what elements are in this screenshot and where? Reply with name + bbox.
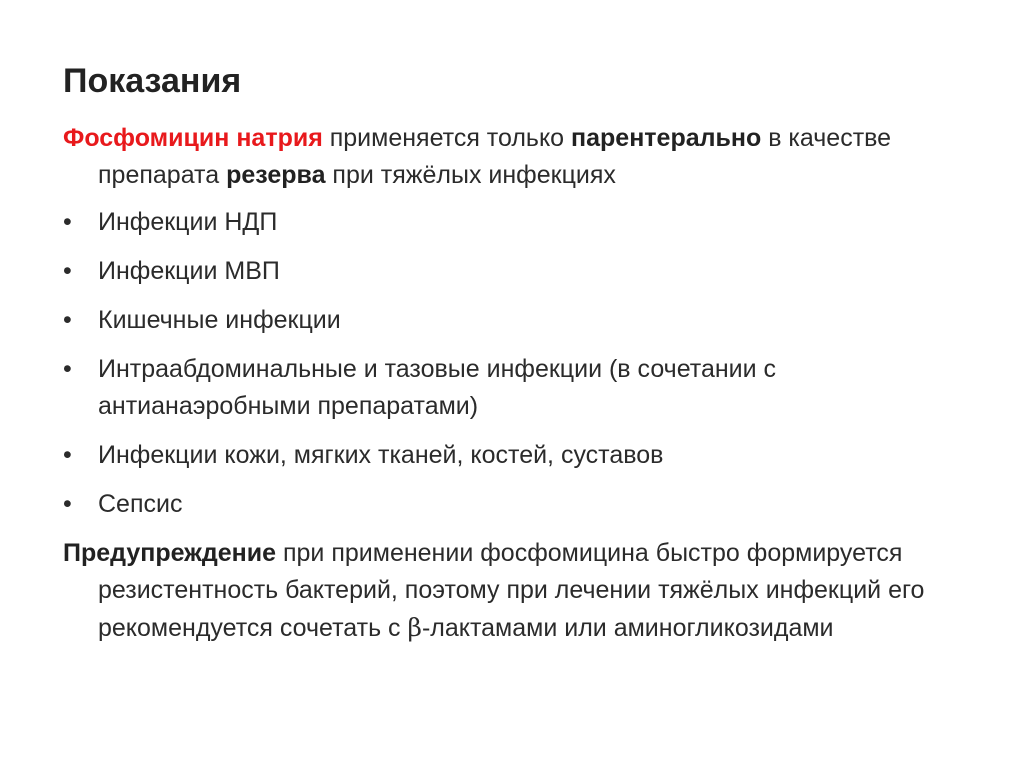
list-item-text: Инфекции кожи, мягких тканей, костей, суставов [98,441,664,469]
bullet-icon: • [63,355,72,383]
indications-list [63,204,973,523]
warning-text-2: -лактамами или аминогликозидами [421,614,834,642]
list-item [63,437,973,474]
bullet-icon: • [63,306,72,334]
list-item [63,351,973,425]
drug-name: Фосфомицин натрия [63,124,323,152]
route-term: парентерально [571,124,762,152]
list-item-text: Кишечные инфекции [98,306,341,334]
warning-text-1: при применении фосфомицина быстро формируется резистентность бактерий, поэтому при лечении тяжёлых инфекций его рекомендуется сочетать с [98,539,925,642]
intro-text-3: при тяжёлых инфекциях [325,161,616,189]
list-item [63,253,973,290]
beta-symbol: β [407,613,422,642]
bullet-icon: • [63,257,72,285]
list-item [63,486,973,523]
slide-content [63,120,973,657]
list-item [63,204,973,241]
warning-label: Предупреждение [63,539,277,567]
intro-text-2: в качестве препарата [98,124,892,189]
slide-title: Показания [63,62,242,100]
reserve-term: резерва [226,161,326,189]
intro-paragraph [63,120,973,194]
warning-paragraph [63,535,973,647]
bullet-icon: • [63,441,72,469]
list-item-text: Сепсис [98,490,183,518]
bullet-icon: • [63,490,72,518]
intro-text-1: применяется только [322,124,572,152]
list-item-text: Инфекции МВП [98,257,280,285]
list-item-text: Инфекции НДП [98,208,278,236]
bullet-icon: • [63,208,72,236]
list-item-text: Интраабдоминальные и тазовые инфекции (в сочетании с антианаэробными препаратами) [98,355,777,420]
list-item [63,302,973,339]
